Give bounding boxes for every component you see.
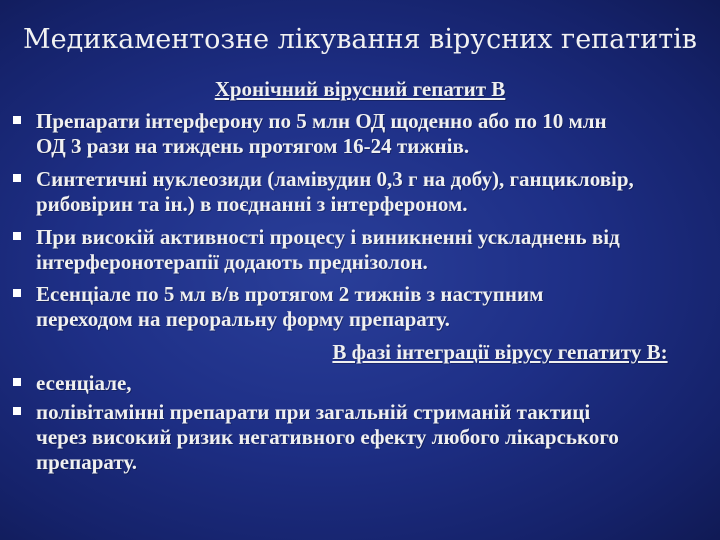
item-4-line-2: переходом на пероральну форму препарату. <box>36 307 450 331</box>
bullet-icon <box>13 232 21 240</box>
item-6-line-3: препарату. <box>36 450 138 474</box>
slide-title: Медикаментозне лікування вірусних гепатитів <box>23 24 697 55</box>
item-3-line-2: інтерферонотерапії додають преднізолон. <box>36 250 428 274</box>
bullet-icon <box>13 407 21 415</box>
item-2-line-1: Синтетичні нуклеозиди (ламівудин 0,3 г на добу), ганцикловір, <box>36 167 634 191</box>
bullet-icon <box>13 378 21 386</box>
item-4-line-1: Есенціале по 5 мл в/в протягом 2 тижнів з наступним <box>36 282 544 306</box>
item-2-line-2: рибовірин та ін.) в поєднанні з інтерфероном. <box>36 192 468 216</box>
item-3-line-1: При високій активності процесу і виникненні ускладнень від <box>36 225 620 249</box>
section-heading-chronic-hepatitis-b: Хронічний вірусний гепатит В <box>214 77 506 101</box>
section-heading-integration-phase: В фазі інтеграції вірусу гепатиту В: <box>332 340 668 364</box>
item-5-line-1: есенціале, <box>36 371 132 395</box>
item-6-line-1: полівітамінні препарати при загальній стриманій тактиці <box>36 400 591 424</box>
item-1-line-1: Препарати інтерферону по 5 млн ОД щоденно або по 10 млн <box>36 109 607 133</box>
item-6-line-2: через високий ризик негативного ефекту любого лікарського <box>36 425 619 449</box>
bullet-icon <box>13 174 21 182</box>
bullet-icon <box>13 116 21 124</box>
bullet-icon <box>13 289 21 297</box>
item-1-line-2: ОД 3 рази на тиждень протягом 16-24 тижнів. <box>36 134 470 158</box>
